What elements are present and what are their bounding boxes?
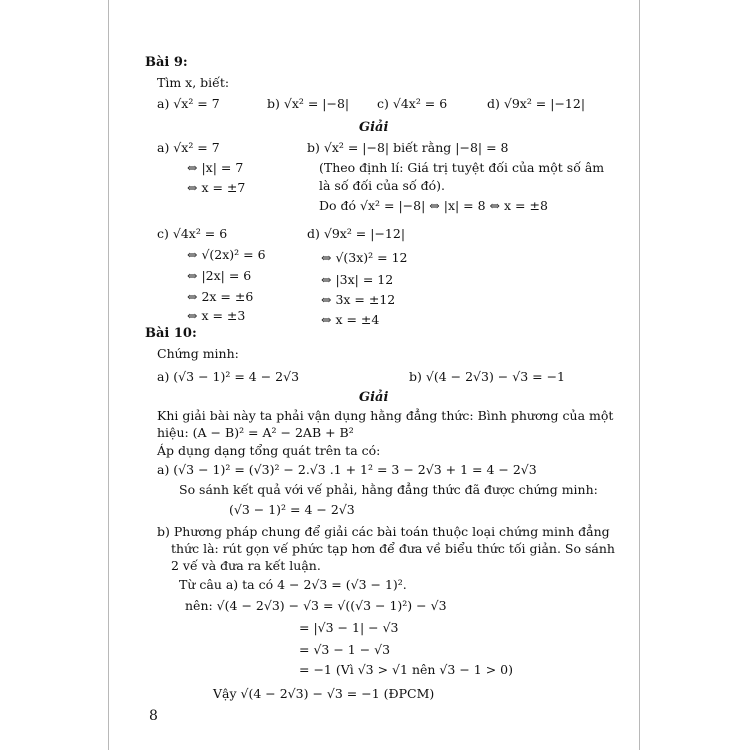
bai10-heading: Bài 10: (145, 326, 197, 341)
bai9-sol-a-line-3: ⇔ x = ±7 (187, 180, 246, 195)
bai9-problem-c: c) √4x² = 6 (377, 96, 448, 111)
page-number: 8 (149, 708, 158, 724)
bai10-sol-b-line-1: b) Phương pháp chung để giải các bài toán thuộc loại chứng minh đẳng (157, 524, 610, 539)
bai10-sol-b-line-4: Từ câu a) ta có 4 − 2√3 = (√3 − 1)². (179, 577, 407, 592)
bai10-prompt: Chứng minh: (157, 346, 239, 361)
bai9-problem-d: d) √9x² = |−12| (487, 96, 586, 111)
bai10-sol-a-line-1: a) (√3 − 1)² = (√3)² − 2.√3 .1 + 1² = 3 − 2√3 + 1 = 4 − 2√3 (157, 462, 537, 477)
bai9-sol-d-line-5: ⇔ x = ±4 (321, 312, 380, 327)
bai10-sol-a-line-3: (√3 − 1)² = 4 − 2√3 (229, 502, 355, 517)
bai10-sol-b-line-6: = |√3 − 1| − √3 (299, 620, 399, 635)
bai10-sol-b-line-2: thức là: rút gọn vế phức tạp hơn để đưa về biểu thức tối giản. So sánh (171, 541, 615, 556)
bai10-sol-b-line-5: nên: √(4 − 2√3) − √3 = √((√3 − 1)²) − √3 (185, 598, 447, 613)
bai10-sol-b-line-8: = −1 (Vì √3 > √1 nên √3 − 1 > 0) (299, 662, 513, 677)
bai9-sol-a-line-2: ⇔ |x| = 7 (187, 160, 244, 175)
bai10-solution-heading: Giải (359, 390, 389, 405)
bai9-sol-d-line-1: d) √9x² = |−12| (307, 226, 406, 241)
bai10-sol-b-line-9: Vậy √(4 − 2√3) − √3 = −1 (ĐPCM) (213, 686, 435, 701)
bai9-sol-c-line-4: ⇔ 2x = ±6 (187, 289, 254, 304)
bai9-sol-b-line-2: (Theo định lí: Giá trị tuyệt đối của một số âm (319, 160, 605, 175)
bai9-sol-b-line-4: Do đó √x² = |−8| ⇔ |x| = 8 ⇔ x = ±8 (319, 198, 548, 213)
bai9-sol-d-line-3: ⇔ |3x| = 12 (321, 272, 394, 287)
bai9-prompt: Tìm x, biết: (157, 75, 230, 90)
bai10-problem-a: a) (√3 − 1)² = 4 − 2√3 (157, 369, 300, 384)
bai9-sol-b-line-3: là số đối của số đó). (319, 178, 445, 193)
bai9-sol-b-line-1: b) √x² = |−8| biết rằng |−8| = 8 (307, 140, 509, 155)
bai10-sol-a-line-2: So sánh kết quả với vế phải, hằng đẳng thức đã được chứng minh: (179, 482, 598, 497)
bai9-sol-d-line-2: ⇔ √(3x)² = 12 (321, 250, 408, 265)
bai9-sol-c-line-1: c) √4x² = 6 (157, 226, 228, 241)
bai9-sol-c-line-2: ⇔ √(2x)² = 6 (187, 247, 266, 262)
bai10-intro-line-3: Áp dụng dạng tổng quát trên ta có: (157, 443, 381, 458)
bai9-problem-b: b) √x² = |−8| (267, 96, 350, 111)
book-page (108, 0, 640, 750)
bai9-sol-a-line-1: a) √x² = 7 (157, 140, 220, 155)
bai9-sol-c-line-3: ⇔ |2x| = 6 (187, 268, 252, 283)
bai10-intro-line-1: Khi giải bài này ta phải vận dụng hằng đẳng thức: Bình phương của một (157, 408, 614, 423)
bai10-problem-b: b) √(4 − 2√3) − √3 = −1 (409, 369, 565, 384)
bai9-heading: Bài 9: (145, 55, 188, 70)
bai9-solution-heading: Giải (359, 120, 389, 135)
bai9-sol-c-line-5: ⇔ x = ±3 (187, 308, 246, 323)
bai10-sol-b-line-7: = √3 − 1 − √3 (299, 642, 391, 657)
bai10-intro-line-2: hiệu: (A − B)² = A² − 2AB + B² (157, 425, 354, 440)
bai9-sol-d-line-4: ⇔ 3x = ±12 (321, 292, 396, 307)
bai9-problem-a: a) √x² = 7 (157, 96, 220, 111)
bai10-sol-b-line-3: 2 vế và đưa ra kết luận. (171, 558, 321, 573)
